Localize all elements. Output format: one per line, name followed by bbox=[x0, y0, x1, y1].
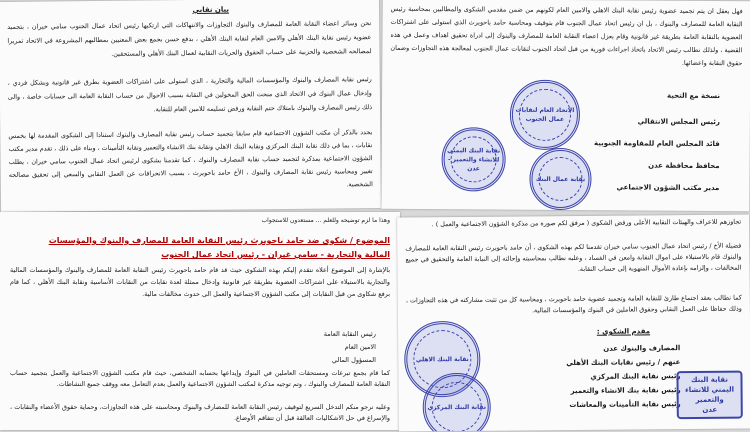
rectangular-stamp: نقابة البنك اليمني للانشاء والتعمير عدن bbox=[676, 371, 742, 420]
cc-label: نسخة مع التحية bbox=[666, 91, 721, 101]
signature-line: رئيس نقابة التأمينات والمعاشات bbox=[569, 400, 681, 410]
header-line: وهذا ما لزم توضيحه وللعلم ... مستعدون للاستجواب bbox=[261, 217, 390, 224]
cc-line-2: قائد المجلس العام للمقاومة الجنوبية bbox=[593, 139, 720, 149]
document-page-top-right bbox=[381, 0, 750, 211]
paragraph-1: نحن وسائر اعضاء النقابة العامة للمصارف والبنوك التجاوزات والانتهاكات التي ارتكبها رئيس اتحاد عمال الجنوب سامي خيران ، بتجميد عضوية رئيس نقابة البنك الأهلي والامين العام لنقابة البنك الأهلي ، بدفع حسن بجمع بعض المعنيين بمطالبهم المشروعة في الاتحاد تمريرا لمصالحه الشخصية والحزبية على حساب الحقوق والحريات النقابية لعمال البنك الأهلي والمستحقين. bbox=[7, 19, 372, 58]
paragraph-3: يجدد بالذكر أن مكتب الشؤون الاجتماعية قام سابقا بتجميد حساب رئيس نقابة المصارف والبنوك استنادا إلى الشكوى المقدمة لها بخمس نقابات ، بما في ذلك نقابة البنك المركزي ونقابة البنك الاهلي ونقابة بنك الانشاء والتعمير ونقابة التأمينات ، وبناء على ذلك ، تقدم مدير مكتب الشؤون الاجتماعية بمذكرة لتجميد حساب نقابة المصارف والبنوك ، كما تقدمنا بشكوى لرئيس اتحاد عمال الجنوب سامي خيران ، يطلب تغيير ومحاسبة رئيس نقابة المصارف والبنوك ، الأخ حامد باحويرث ، بسبب الانحرافات عن العمل النقابي والسعي إلى تحقيق مصالحه الشخصية. bbox=[8, 128, 373, 189]
paragraph-2: كما قام بجمع تبرعات ومستحقات العاملين في البنوك وإيداعها بحسابه الشخصي، حيث قام مكتب الشؤون الاجتماعية والعمل بتجميد حساب النقابة العامة للمصارف والبنوك ، وتم توجيه مذكرة لمكتب الشؤون الاجتماعية والعمل بعدم التعامل معه ووقف جميع النشاطات. bbox=[10, 369, 390, 388]
signature-line: رئيس نقابة البنك المركزي bbox=[590, 372, 681, 381]
paragraph-3: كما نطالب بعقد اجتماع طارئ للنقابة العامة وتجميد عضوية حامد باحويرث ، ومحاسبة كل من تثبت مشاركته في هذه التجاوزات ، وذلك حفاظا على العمل النقابي وحقوق العاملين في البنوك والمؤسسات المالية. bbox=[405, 293, 742, 315]
complaint-title: الموضوع / شكوى ضد حامد باحويرث رئيس النقابة العامة للمصارف والبنوك والمؤسسات bbox=[48, 236, 390, 245]
list-item: المسؤول المالي bbox=[331, 356, 376, 364]
union-stamp-3: نقابة عمال البنك bbox=[529, 148, 591, 210]
cc-line-1: رئيس المجلس الانتقالي bbox=[637, 117, 720, 127]
bank-union-stamp-1: نقابة البنك الاهلي bbox=[404, 321, 481, 398]
document-page-bottom-left bbox=[0, 212, 400, 430]
union-stamp-2: نقابة البنك اليمني للانشاء والتعمير - عدن bbox=[441, 127, 505, 191]
signature-block bbox=[566, 341, 681, 412]
document-page-bottom-right bbox=[397, 214, 750, 431]
list-item: الامين العام bbox=[344, 343, 376, 351]
page-title: بيان نقابي bbox=[192, 5, 230, 14]
paragraph-2: فضيلة الأخ / رئيس اتحاد عمال الجنوب سامي خيران تقدمنا لكم بهذه الشكوى ، أن حامد باحويرث رئيس النقابة العامة للمصارف والبنوك قام بالاستيلاء على اموال النقابة وامعن في الفساد ، وعليه نطالب بمحاسبته وإحالته إلى النيابة العامة والتحقيق في جميع المخالفات ، وإلزامه بإعادة الأموال المنهوبة إلى حساب النقابة. bbox=[405, 241, 742, 273]
bank-union-stamp-2: نقابة البنك المركزي bbox=[422, 373, 491, 432]
union-stamp-1: الاتحاد العام لنقابات عمال الجنوب bbox=[510, 80, 580, 150]
cc-line-4: مدير مكتب الشؤون الاجتماعي bbox=[616, 183, 720, 193]
paragraph-3: وعليه نرجو منكم التدخل السريع لتوقيف رئيس النقابة العامة للمصارف والبنوك ومحاسبته على هذه التجاوزات، وحماية حقوق الأعضاء والنقابات ، والإسراع في حل الاشكاليات العالقة قبل أن تتفاقم الأوضاع. bbox=[10, 403, 390, 422]
signature-line: عنهم / رئيس نقابات البنك الأهلي bbox=[566, 358, 681, 368]
document-page-top-left bbox=[0, 0, 381, 212]
paragraph-2: رئيس نقابة المصارف والبنوك والمؤسسات المالية والتجارية ، الذي استولى على اشتراكات العضوية بطرق غير قانونية وبشكل فردي ، وإدخال عمال البنوك في الاتحاد الذي منحت الحق المخولين في النقابة بسبب الاحوال من حساب النقابة العامة الى حسابات خاصة ، والى ذلك رئيس المصارف والبنوك بامتلاك حتم النقابة ورفض تسليمه للامين العام للنقابة. bbox=[7, 75, 373, 114]
paragraph-1: بالإشارة إلى الموضوع أعلاه نتقدم إليكم بهذه الشكوى حيث قد قام حامد باحويرث رئيس النقابة العامة للمصارف والبنوك والمؤسسات المالية والتجارية بالاستيلاء على اشتراكات العضوية بطريقة غير قانونية وإدخال ممثلة لعدة نقابات من النقابات الأساسية ونقابة البنك الأهلي ، كما قام برفع شكاوى من قبل النقابات إلى مكتب الشؤون الاجتماعية والعمل الى حدوث مخالفات مالية. bbox=[10, 266, 390, 298]
submitter-label: مقدم الشكوى : bbox=[596, 327, 651, 336]
complaint-subtitle: المالية والتجارية - سامي غيران - رئيس اتحاد عمال الجنوب bbox=[161, 250, 390, 259]
accused-list bbox=[324, 328, 376, 367]
cc-line-3: محافظ محافظة عدن bbox=[648, 161, 720, 171]
paragraph-1: فهل يعقل ان يتم تجميد عضوية رئيس نقابة البنك الاهلي والامين العام لكونهم من ضمن مقدمي الشكوى والمطالبين بمحاسبة رئيس النقابة العامة للمصارف والبنوك ، بل ان رئيس اتحاد عمال الجنوب قام بتوقيف ومحاسبة حامد باحويرث الذي استولى على اشتراكات العضوية بالنقابة العامة بطريقة غير قانونية وقام بعزل اعضاء النقابة العامة للمصارف والبنوك إلى ادراة تحقيق اهداف وعمل في هذه القضية ، ولذلك نطالب رئيس الاتحاد باتخاذ اجراءات فورية من قبل اتحاد الجنوب لنقابات عمال الجنوب لمعالجة هذه التجاوزات وضمان حقوق النقابة واعضائها. bbox=[390, 4, 743, 68]
signature-line: رئيس نقابة بنك الانشاء والتعمير bbox=[570, 386, 681, 396]
paragraph-1: تجاوزهم للاعراف والهيئات النقابية الأعلى ورفض الشكوى ( مرفق لكم صورة من مذكرة الشؤون الاجتماعية والعمل ) . bbox=[431, 217, 742, 229]
list-item: رئيس النقابة العامة bbox=[323, 330, 376, 338]
signature-line: المصارف والبنوك عدن bbox=[603, 344, 681, 353]
